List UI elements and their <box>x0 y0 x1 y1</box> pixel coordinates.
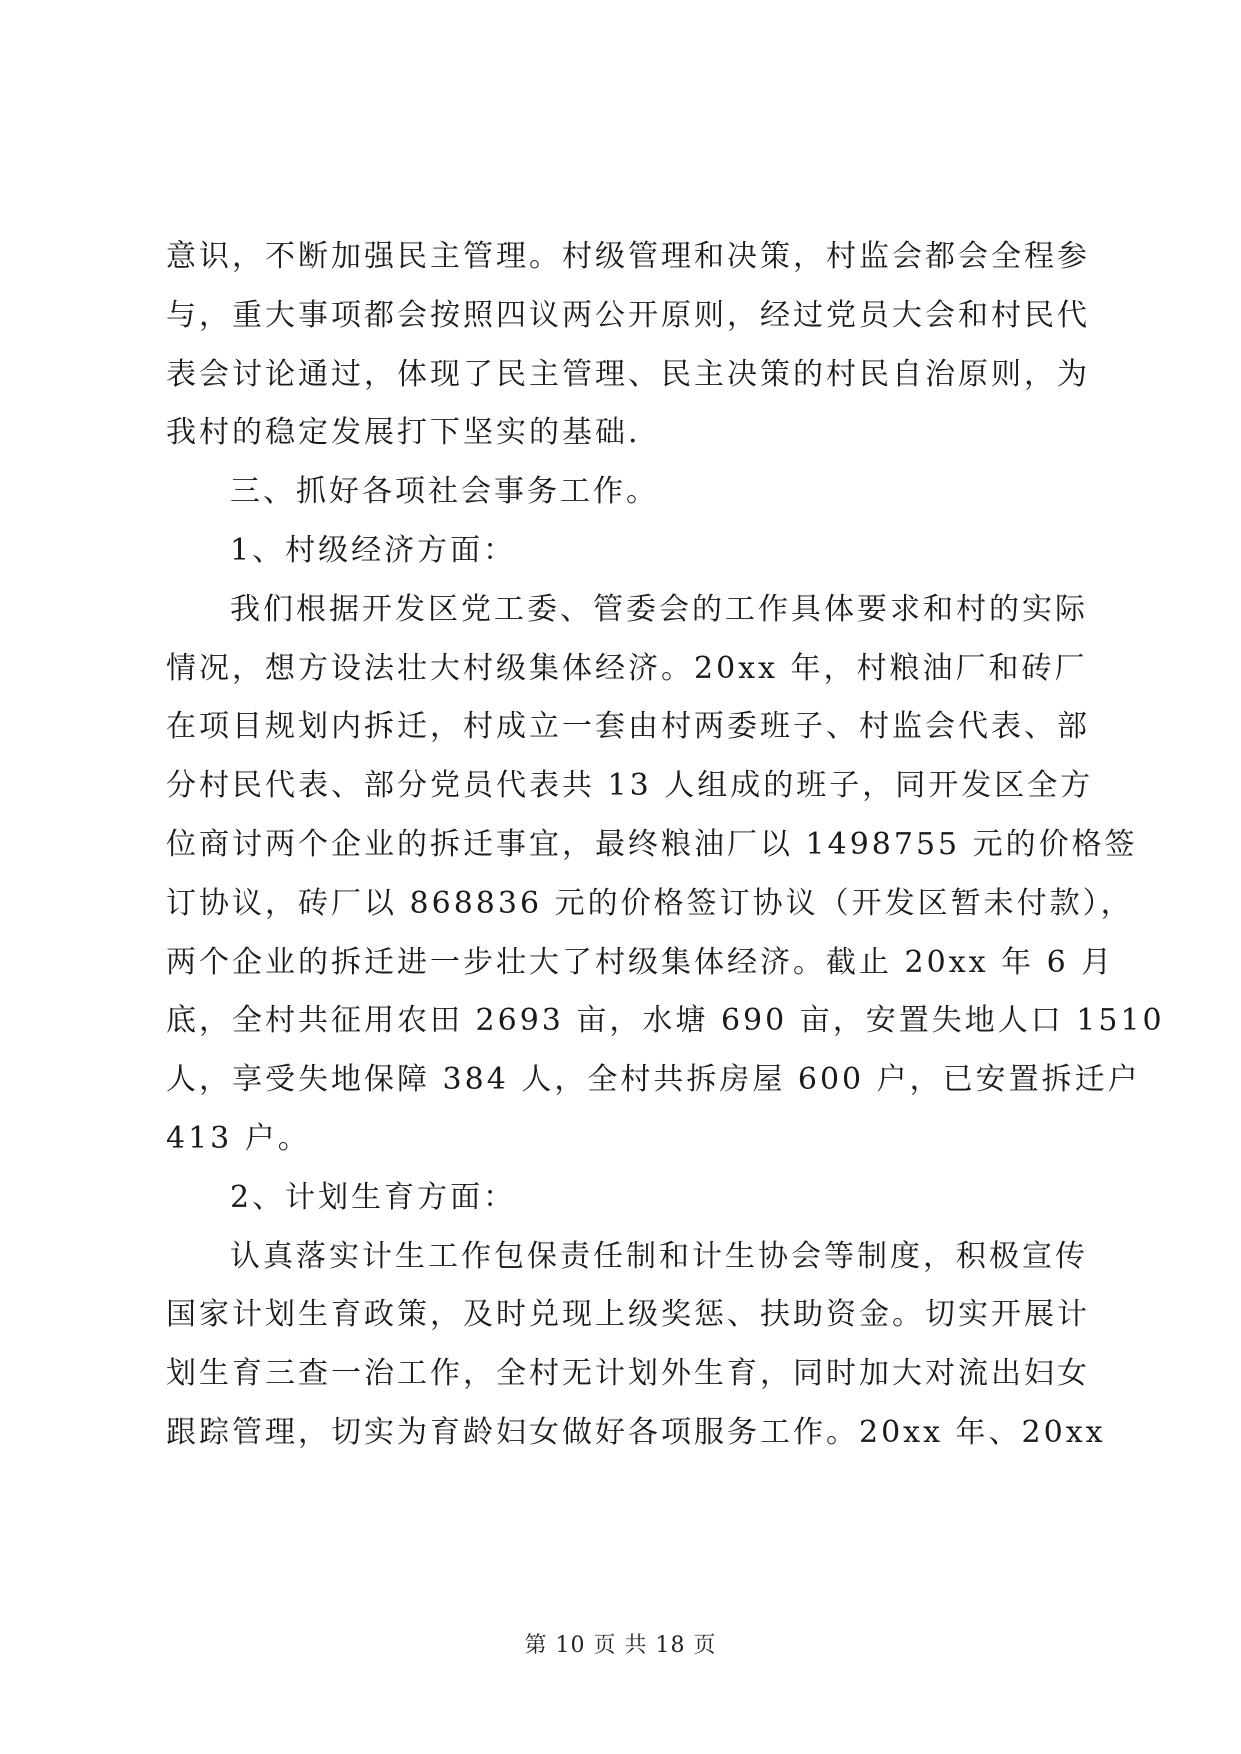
section-heading-3: 三、抓好各项社会事务工作。 <box>230 474 659 510</box>
text-line-20: 划生育三查一治工作，全村无计划外生育，同时加大对流出妇女 <box>166 1356 1090 1392</box>
text-line-9: 在项目规划内拆迁，村成立一套由村两委班子、村监会代表、部 <box>166 709 1090 745</box>
text-line-11: 位商讨两个企业的拆迁事宜，最终粮油厂以 1498755 元的价格签 <box>166 826 1138 862</box>
subheading-family-planning: 2、计划生育方面： <box>230 1179 517 1215</box>
text-line-12: 订协议，砖厂以 868836 元的价格签订协议（开发区暂未付款）， <box>166 885 1134 921</box>
text-line-15: 人，享受失地保障 384 人，全村共拆房屋 600 户，已安置拆迁户 <box>166 1062 1141 1098</box>
text-line-3: 表会讨论通过，体现了民主管理、民主决策的村民自治原则，为 <box>166 356 1090 392</box>
text-line-19: 国家计划生育政策，及时兑现上级奖惩、扶助资金。切实开展计 <box>166 1297 1090 1333</box>
text-line-7: 我们根据开发区党工委、管委会的工作具体要求和村的实际 <box>230 591 1088 627</box>
text-line-14: 底，全村共征用农田 2693 亩，水塘 690 亩，安置失地人口 1510 <box>166 1003 1165 1039</box>
text-line-1: 意识，不断加强民主管理。村级管理和决策，村监会都会全程参 <box>166 239 1090 274</box>
text-line-21: 跟踪管理，切实为育龄妇女做好各项服务工作。20xx 年、20xx <box>166 1414 1106 1450</box>
page-number-footer: 第 10 页 共 18 页 <box>524 1633 717 1658</box>
text-line-2: 与，重大事项都会按照四议两公开原则，经过党员大会和村民代 <box>166 297 1090 333</box>
text-line-8: 情况，想方设法壮大村级集体经济。20xx 年，村粮油厂和砖厂 <box>166 650 1088 686</box>
body-text <box>166 228 1165 1463</box>
text-line-18: 认真落实计生工作包保责任制和计生协会等制度，积极宣传 <box>230 1238 1088 1274</box>
text-line-4: 我村的稳定发展打下坚实的基础. <box>166 415 641 451</box>
text-line-16: 413 户。 <box>166 1120 311 1156</box>
text-line-13: 两个企业的拆迁进一步壮大了村级集体经济。截止 20xx 年 6 月 <box>166 944 1115 980</box>
subheading-village-economy: 1、村级经济方面： <box>230 532 517 568</box>
text-line-10: 分村民代表、部分党员代表共 13 人组成的班子，同开发区全方 <box>166 768 1094 804</box>
